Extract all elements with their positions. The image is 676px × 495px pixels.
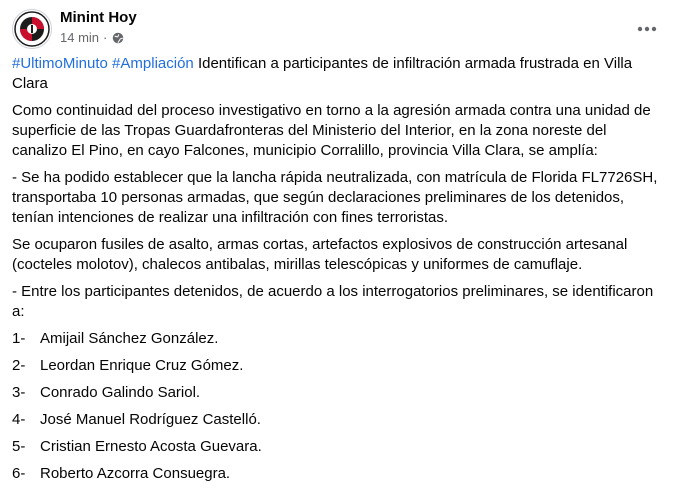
paragraph-boat: - Se ha podido establecer que la lancha rápida neutralizada, con matrícula de Florida FL7726SH, transportaba 10 personas armadas, que según declaraciones preliminares de los detenidos, tenían intenciones de realizar una infiltración con fines terroristas. — [12, 169, 658, 226]
globe-icon[interactable] — [112, 32, 124, 44]
meta-separator: · — [103, 30, 108, 45]
list-item-name: Roberto Azcorra Consuegra. — [40, 465, 231, 482]
headline-paragraph — [12, 54, 664, 94]
paragraph-intro: Como continuidad del proceso investigativo en torno a la agresión armada contra una unidad de superficie de las Tropas Guardafronteras del Ministerio del Interior, en la zona noreste del canalizo El Pino, en cayo Falcones, municipio Corralillo, provincia Villa Clara, se amplía: — [12, 102, 651, 159]
paragraph-seized: Se ocuparon fusiles de asalto, armas cortas, artefactos explosivos de construcción artesanal (cocteles molotov), chalecos antibalas, mirillas telescópicas y uniformes de camuflaje. — [12, 236, 628, 273]
post-timestamp[interactable]: 14 min — [60, 30, 100, 45]
post-header — [12, 6, 664, 50]
list-item — [12, 356, 664, 376]
list-item — [12, 329, 664, 349]
participants-list — [12, 329, 664, 484]
more-options-button[interactable] — [632, 14, 662, 44]
list-item-name: Amijail Sánchez González. — [40, 330, 219, 347]
list-item — [12, 437, 664, 457]
list-item-name: Cristian Ernesto Acosta Guevara. — [40, 438, 262, 455]
list-item — [12, 383, 664, 403]
list-item — [12, 464, 664, 484]
headline-text: Identifican a participantes de infiltración armada frustrada en Villa Clara — [12, 55, 633, 92]
list-item-number: 1- — [12, 330, 26, 347]
hashtag-ultimominuto[interactable]: #UltimoMinuto — [12, 55, 108, 72]
list-item-name: Leordan Enrique Cruz Gómez. — [40, 357, 244, 374]
more-options-icon — [637, 26, 657, 32]
paragraph-participants: - Entre los participantes detenidos, de acuerdo a los interrogatorios preliminares, se identificaron a: — [12, 283, 654, 320]
list-item — [12, 410, 664, 430]
post-meta — [60, 30, 124, 45]
hashtag-ampliacion[interactable]: #Ampliación — [112, 55, 194, 72]
page-name[interactable]: Minint Hoy — [60, 9, 137, 26]
minint-logo-icon — [13, 10, 51, 48]
list-item-name: Conrado Galindo Sariol. — [40, 384, 201, 401]
post-body — [12, 54, 664, 491]
page-avatar[interactable] — [12, 9, 52, 49]
list-item-name: José Manuel Rodríguez Castelló. — [40, 411, 261, 428]
list-item-number: 2- — [12, 357, 26, 374]
list-item-number: 4- — [12, 411, 26, 428]
list-item-number: 6- — [12, 465, 26, 482]
list-item-number: 3- — [12, 384, 26, 401]
list-item-number: 5- — [12, 438, 26, 455]
